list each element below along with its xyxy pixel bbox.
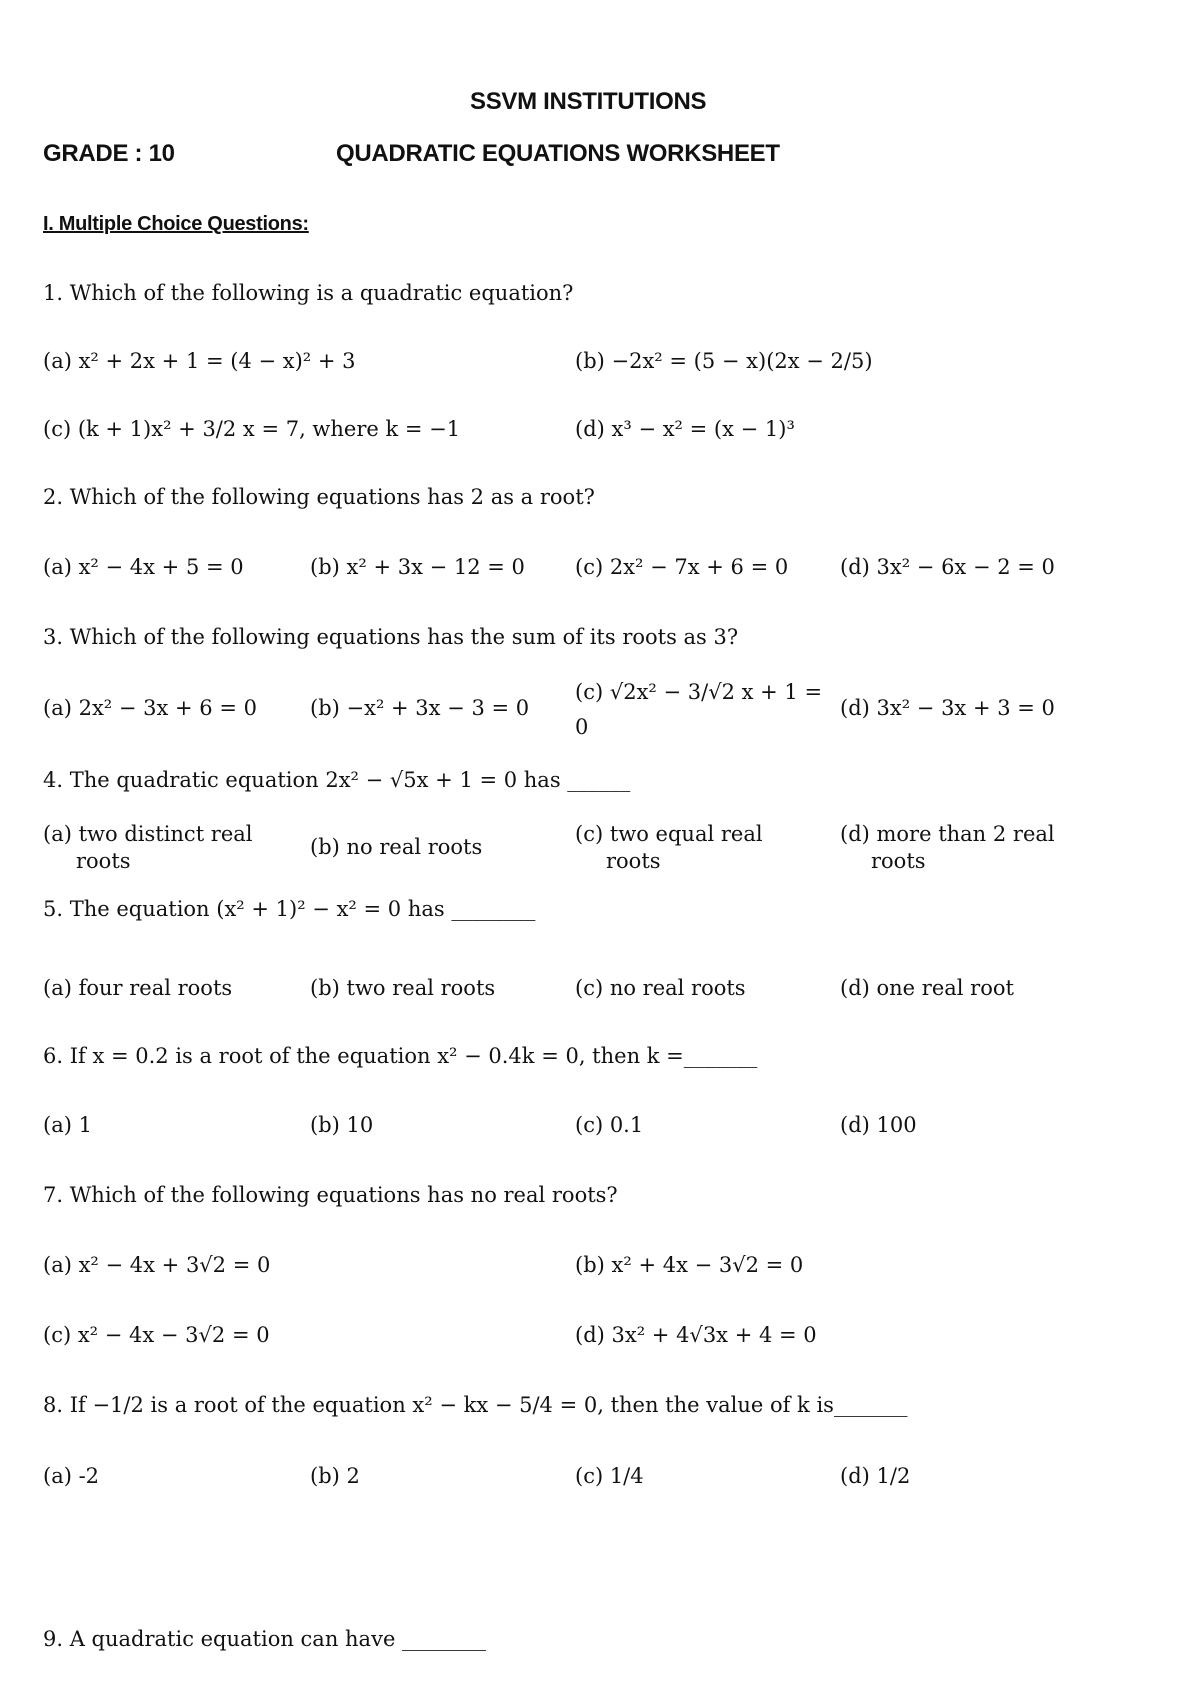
q2-option-a: (a) x² − 4x + 5 = 0 (43, 555, 244, 579)
q8-option-d: (d) 1/2 (840, 1464, 911, 1488)
grade-label: GRADE : 10 (43, 140, 175, 167)
q5-option-c: (c) no real roots (575, 976, 746, 1000)
question-9: 9. A quadratic equation can have ________ (43, 1627, 487, 1651)
q2-option-b: (b) x² + 3x − 12 = 0 (310, 555, 525, 579)
q6-option-a: (a) 1 (43, 1113, 92, 1137)
q1-option-d: (d) x³ − x² = (x − 1)³ (575, 417, 795, 441)
question-2: 2. Which of the following equations has 2 as a root? (43, 485, 595, 509)
q5-option-b: (b) two real roots (310, 976, 496, 1000)
worksheet-title: QUADRATIC EQUATIONS WORKSHEET (336, 140, 780, 167)
question-1: 1. Which of the following is a quadratic equation? (43, 281, 574, 305)
q6-option-c: (c) 0.1 (575, 1113, 644, 1137)
question-4: 4. The quadratic equation 2x² − √5x + 1 = 0 has ______ (43, 768, 631, 792)
question-8: 8. If −1/2 is a root of the equation x² − kx − 5/4 = 0, then the value of k is_______ (43, 1393, 908, 1417)
q2-option-c: (c) 2x² − 7x + 6 = 0 (575, 555, 789, 579)
q4-option-c-continued: roots (606, 849, 661, 873)
q8-option-a: (a) -2 (43, 1464, 100, 1488)
q4-option-a-continued: roots (76, 849, 131, 873)
q5-option-a: (a) four real roots (43, 976, 233, 1000)
q4-option-a: (a) two distinct real (43, 822, 253, 846)
q7-option-d: (d) 3x² + 4√3x + 4 = 0 (575, 1323, 817, 1347)
q3-option-c: (c) √2x² − 3/√2 x + 1 = (575, 680, 823, 704)
q3-option-b: (b) −x² + 3x − 3 = 0 (310, 696, 530, 720)
q6-option-d: (d) 100 (840, 1113, 917, 1137)
q3-option-c-continued: 0 (575, 715, 589, 739)
section-heading: I. Multiple Choice Questions: (43, 213, 309, 235)
question-6: 6. If x = 0.2 is a root of the equation x² − 0.4k = 0, then k =_______ (43, 1044, 758, 1068)
q4-option-d: (d) more than 2 real (840, 822, 1055, 846)
school-name: SSVM INSTITUTIONS (470, 88, 707, 115)
q1-option-c: (c) (k + 1)x² + 3/2 x = 7, where k = −1 (43, 417, 461, 441)
q4-option-b: (b) no real roots (310, 835, 483, 859)
q4-option-d-continued: roots (871, 849, 926, 873)
question-3: 3. Which of the following equations has the sum of its roots as 3? (43, 625, 739, 649)
q7-option-b: (b) x² + 4x − 3√2 = 0 (575, 1253, 804, 1277)
q1-option-a: (a) x² + 2x + 1 = (4 − x)² + 3 (43, 349, 356, 373)
q7-option-a: (a) x² − 4x + 3√2 = 0 (43, 1253, 271, 1277)
q8-option-b: (b) 2 (310, 1464, 360, 1488)
question-7: 7. Which of the following equations has no real roots? (43, 1183, 618, 1207)
q1-option-b: (b) −2x² = (5 − x)(2x − 2/5) (575, 349, 873, 373)
q8-option-c: (c) 1/4 (575, 1464, 644, 1488)
q5-option-d: (d) one real root (840, 976, 1014, 1000)
q6-option-b: (b) 10 (310, 1113, 374, 1137)
q4-option-c: (c) two equal real (575, 822, 763, 846)
q3-option-d: (d) 3x² − 3x + 3 = 0 (840, 696, 1055, 720)
q2-option-d: (d) 3x² − 6x − 2 = 0 (840, 555, 1055, 579)
question-5: 5. The equation (x² + 1)² − x² = 0 has ________ (43, 897, 536, 921)
q7-option-c: (c) x² − 4x − 3√2 = 0 (43, 1323, 270, 1347)
q3-option-a: (a) 2x² − 3x + 6 = 0 (43, 696, 257, 720)
